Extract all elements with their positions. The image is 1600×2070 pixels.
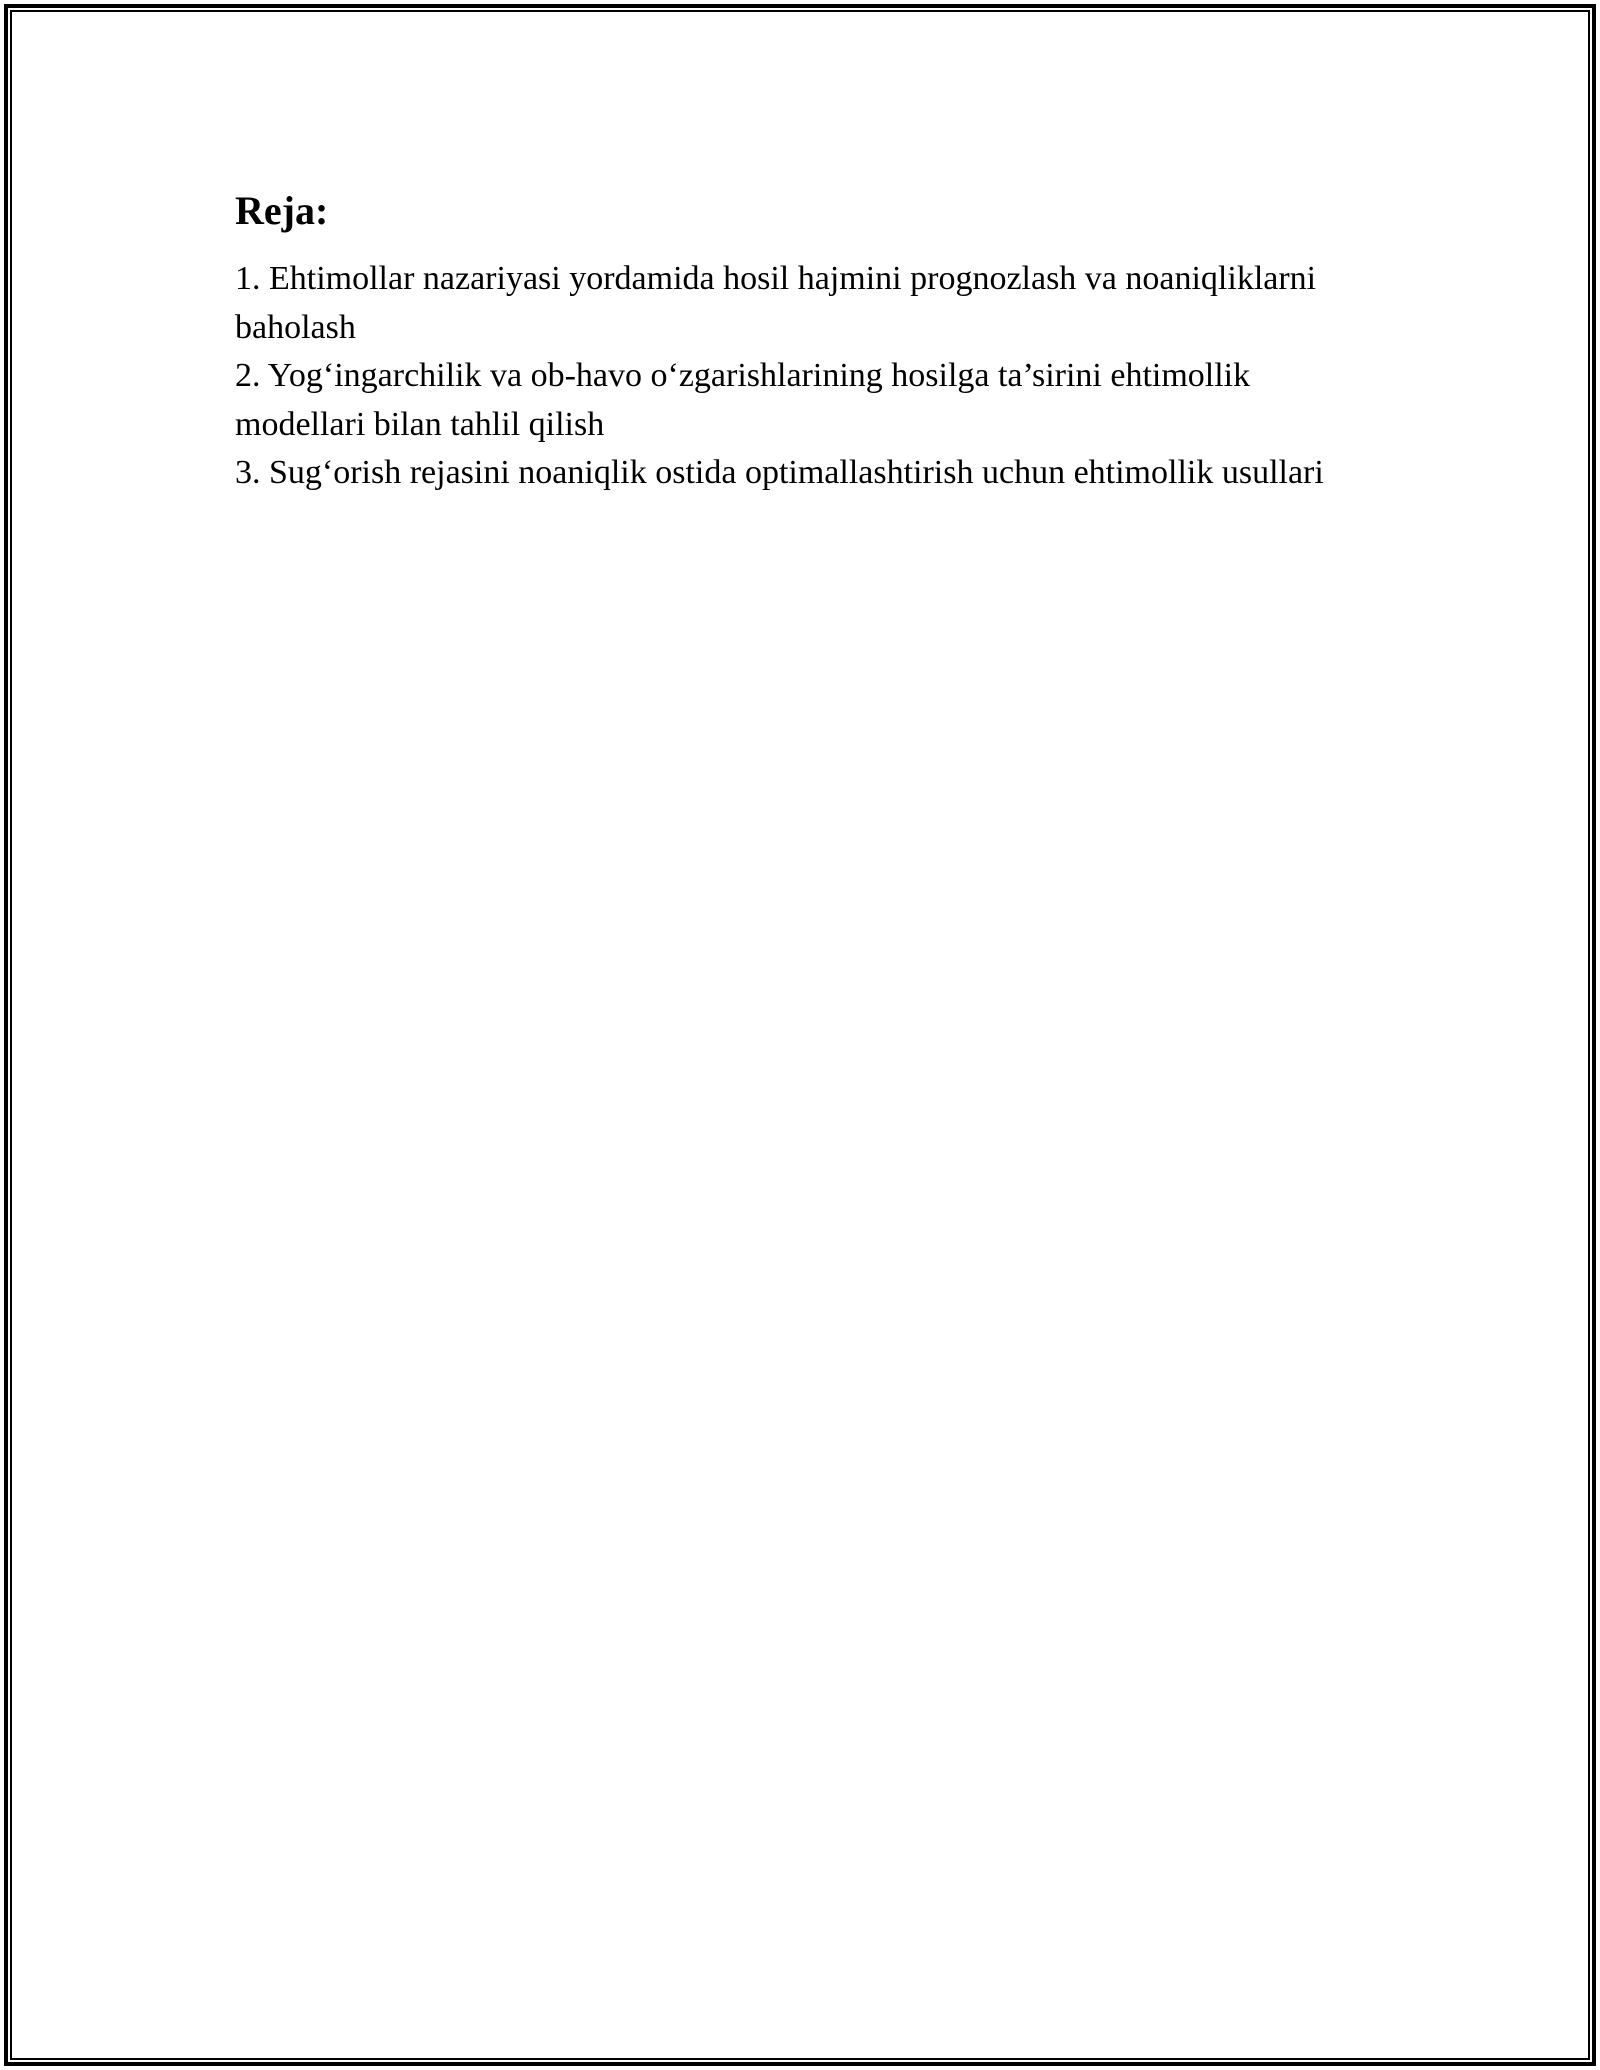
plan-item-3: 3. Sug‘orish rejasini noaniqlik ostida optimallashtirish uchun ehtimollik usullari [235, 454, 1324, 491]
plan-item-1: 1. Ehtimollar nazariyasi yordamida hosil hajmini prognozlash va noaniqliklarni baholash [235, 260, 1317, 346]
plan-list [235, 255, 1385, 498]
plan-heading: Reja: [235, 188, 329, 233]
document-body [235, 187, 1385, 498]
plan-item-2: 2. Yog‘ingarchilik va ob-havo o‘zgarishlarining hosilga ta’sirini ehtimollik modellari bilan tahlil qilish [235, 357, 1251, 443]
